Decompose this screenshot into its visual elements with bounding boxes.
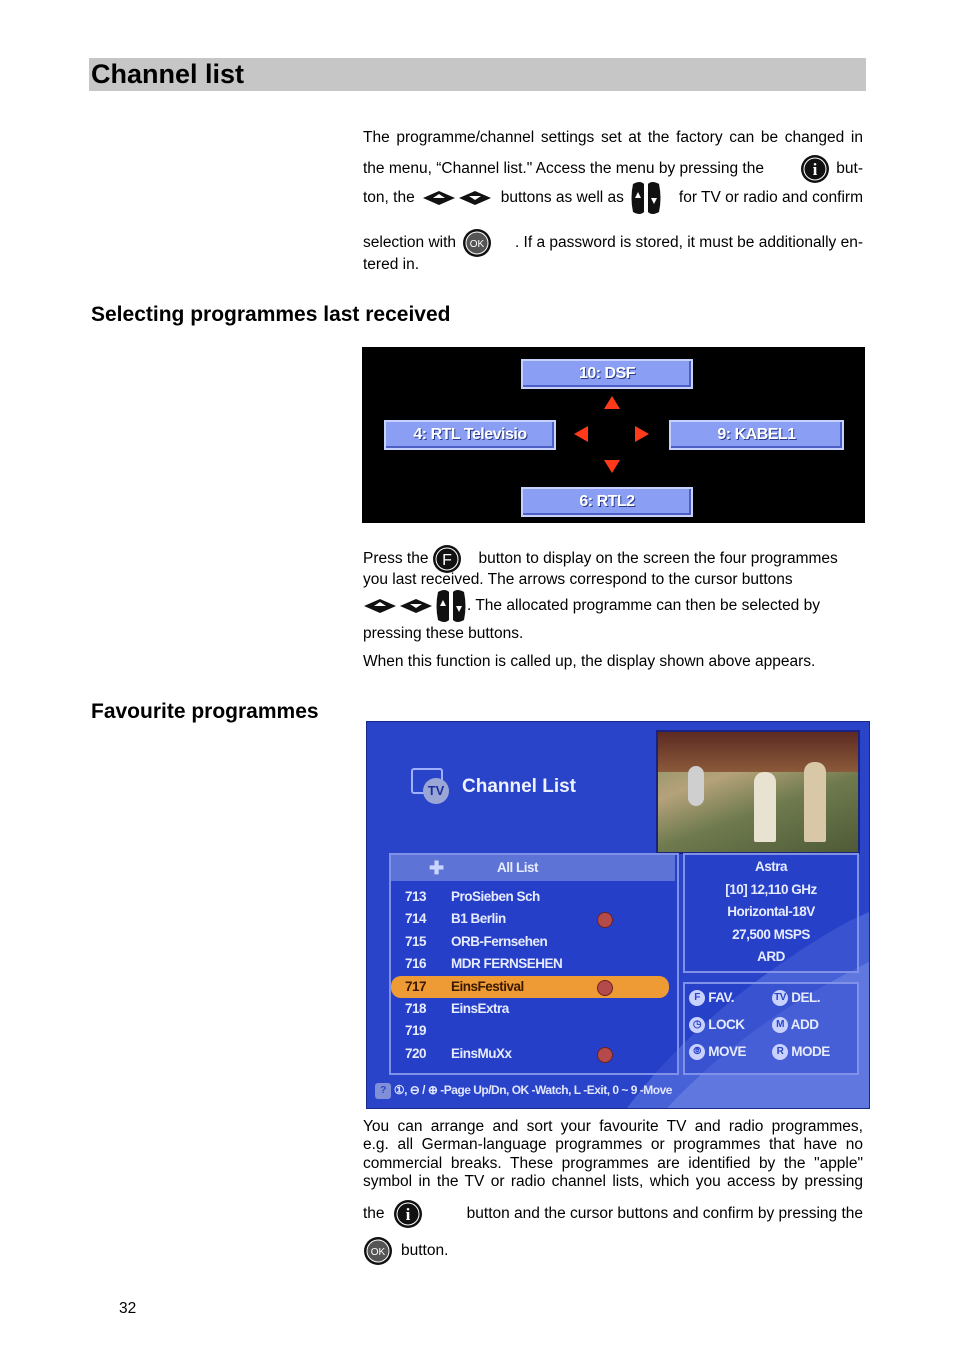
channel-row[interactable] [391,998,669,1020]
info-provider: ARD [757,949,785,964]
channel-number: 717 [405,978,427,994]
channel-list-title: Channel List [462,776,577,797]
section2-line-4: symbol in the TV or radio channel lists, which you access by pressing [363,1173,863,1190]
svg-text:i: i [405,1205,410,1224]
ok-button-icon [462,228,492,258]
section2-line-2: e.g. all German-language programmes or programmes that have no [363,1136,863,1153]
channel-row[interactable] [391,886,669,908]
page-number: 32 [119,1300,137,1317]
apple-favourite-icon [597,980,613,996]
f-button-icon [432,544,462,574]
channel-row[interactable] [391,931,669,953]
programme-box-down: 6: RTL2 [521,487,693,517]
up-down-cursor-icon [435,588,467,624]
programme-box-left: 4: RTL Televisio [384,420,556,450]
move-button[interactable]: ⦾ MOVE [689,1041,746,1063]
channel-row[interactable] [391,1043,669,1065]
svg-text:OK: OK [370,1247,386,1258]
section1-line-3: . The allocated programme can then be selected by [363,588,863,624]
section2-line-1: You can arrange and sort your favourite TV and radio programmes, [363,1118,863,1135]
channel-name: EinsFestival [451,978,524,994]
svg-text:i: i [812,160,818,179]
channel-row[interactable] [391,976,669,998]
arrow-right-icon [633,425,651,443]
title-banner [89,58,866,91]
section2-line-5: the i button and the cursor buttons and confirm by pressing the [363,1197,863,1231]
section1-line-2: you last received. The arrows correspond to the cursor buttons [363,571,793,588]
fav-button[interactable]: F FAV. [689,987,734,1009]
svg-text:OK: OK [469,239,485,250]
channel-number: 720 [405,1045,427,1061]
intro-line-5: tered in. [363,256,420,273]
intro-line-4: selection with OK . If a password is stored, it must be additionally en- [363,226,863,260]
lock-button[interactable]: ◷ LOCK [689,1014,745,1036]
tv-channel-list-icon: TV [411,768,451,804]
section-heading-last-received: Selecting programmes last received [91,303,451,326]
info-polarisation: Horizontal-18V [727,904,815,919]
arrow-up-icon [602,395,622,411]
plus-icon: ✚ [429,858,444,878]
info-frequency: [10] 12,110 GHz [725,881,817,897]
channel-number: 713 [405,889,427,904]
channel-name: ORB-Fernsehen [451,933,548,949]
section1-line-4: pressing these buttons. [363,625,524,642]
page-title: Channel list [91,59,245,89]
add-button[interactable]: M ADD [772,1014,819,1036]
channel-row[interactable] [391,908,669,930]
ok-button-icon [363,1236,393,1266]
channel-list-screenshot [366,721,870,1109]
channel-name: ProSieben Sch [451,889,540,904]
intro-line-1: The programme/channel settings set at the factory can be changed in [363,129,863,146]
section2-line-3: commercial breaks. These programmes are identified by the "apple" [363,1155,863,1172]
section2-line-6: OK button. [363,1235,863,1267]
section1-line-5: When this function is called up, the display shown above appears. [363,653,816,670]
left-right-cursor-icon [363,597,435,615]
section-heading-favourites: Favourite programmes [91,700,319,723]
intro-line-3: ton, the buttons as well as for TV or radio and confirm [363,180,863,216]
channel-number: 716 [405,956,427,972]
last-received-screenshot [362,347,865,523]
channel-number: 714 [405,911,427,927]
del-button[interactable]: TV DEL. [772,987,820,1009]
channel-row[interactable] [391,1020,669,1042]
info-symbolrate: 27,500 MSPS [732,926,810,942]
up-down-cursor-icon [630,180,662,216]
transponder-info-panel [683,853,859,973]
info-button-icon [393,1199,423,1229]
intro-line-2: the menu, “Channel list." Access the menu by pressing the i but- [363,152,863,186]
list-header[interactable]: ✚ All List [391,855,675,881]
left-right-cursor-icon [421,189,495,207]
help-icon: ? [375,1083,391,1099]
mode-button[interactable]: R MODE [772,1041,830,1063]
video-preview [656,730,860,854]
section1-line-1: Press the F button to display on the screen the four programmes [363,542,863,576]
channel-name: B1 Berlin [451,911,506,927]
channel-number: 718 [405,1001,427,1016]
help-bar: ? ①, ⊖ / ⊕ -Page Up/Dn, OK -Watch, L -Exit, 0 ~ 9 -Move [375,1080,861,1100]
apple-favourite-icon [597,912,613,928]
channel-number: 715 [405,933,427,949]
programme-box-up: 10: DSF [521,359,693,389]
channel-name: EinsMuXx [451,1045,512,1061]
svg-text:F: F [442,552,453,569]
channel-name: MDR FERNSEHEN [451,956,563,972]
info-satellite: Astra [754,859,787,874]
channel-row[interactable] [391,953,669,975]
arrow-left-icon [572,425,590,443]
arrow-down-icon [602,458,622,474]
programme-box-right: 9: KABEL1 [669,420,844,450]
apple-favourite-icon [597,1047,613,1063]
channel-number: 719 [405,1023,427,1039]
channel-name: EinsExtra [451,1001,509,1016]
